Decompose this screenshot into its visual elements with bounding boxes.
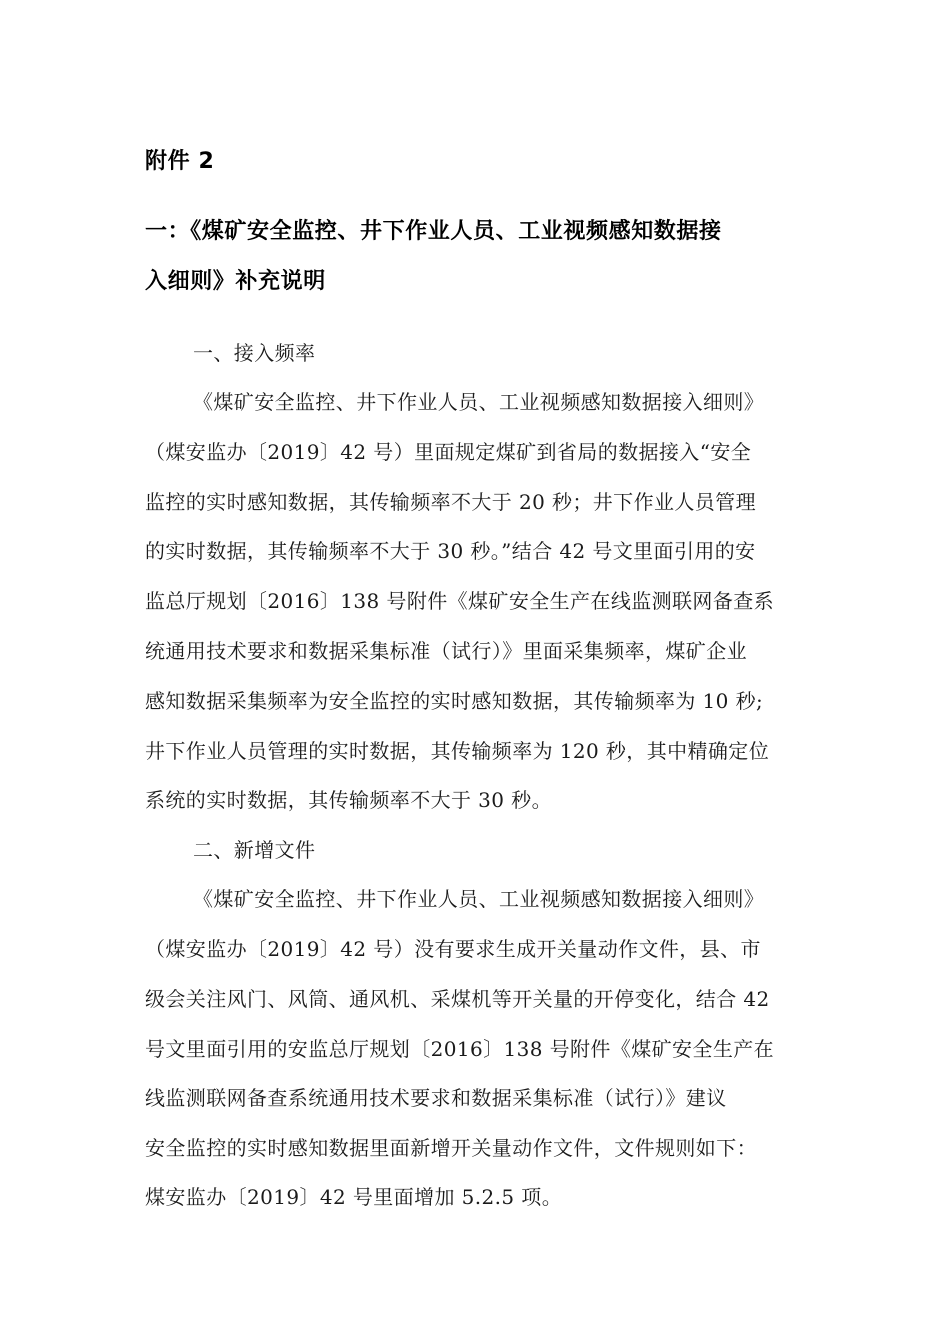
section-1-heading: 一、接入频率 bbox=[193, 341, 316, 365]
section-1-paragraph-line: （煤安监办〔2019〕42 号）里面规定煤矿到省局的数据接入“安全 bbox=[145, 440, 752, 464]
section-2-paragraph-line: 号文里面引用的安监总厅规划〔2016〕138 号附件《煤矿安全生产在 bbox=[145, 1037, 775, 1061]
section-1-paragraph-line: 井下作业人员管理的实时数据，其传输频率为 120 秒，其中精确定位 bbox=[145, 739, 770, 763]
section-2-paragraph-line: 级会关注风门、风筒、通风机、采煤机等开关量的开停变化，结合 42 bbox=[145, 987, 770, 1011]
section-2-paragraph-line: 煤安监办〔2019〕42 号里面增加 5.2.5 项。 bbox=[145, 1185, 563, 1209]
main-heading-line-2: 入细则》补充说明 bbox=[145, 269, 326, 294]
section-1-paragraph-line: 监总厅规划〔2016〕138 号附件《煤矿安全生产在线监测联网备查系 bbox=[145, 589, 775, 613]
section-2-paragraph-line: 线监测联网备查系统通用技术要求和数据采集标准（试行）》建议 bbox=[145, 1086, 727, 1110]
section-1-paragraph-line: 的实时数据，其传输频率不大于 30 秒。”结合 42 号文里面引用的安 bbox=[145, 539, 756, 563]
section-1-paragraph-line: 统通用技术要求和数据采集标准（试行）》里面采集频率，煤矿企业 bbox=[145, 639, 747, 663]
section-2-paragraph-line: 《煤矿安全监控、井下作业人员、工业视频感知数据接入细则》 bbox=[193, 887, 765, 911]
section-1-paragraph-line: 感知数据采集频率为安全监控的实时感知数据，其传输频率为 10 秒; bbox=[145, 689, 764, 713]
section-1-paragraph-line: 《煤矿安全监控、井下作业人员、工业视频感知数据接入细则》 bbox=[193, 390, 765, 414]
section-2-heading: 二、新增文件 bbox=[193, 838, 316, 862]
section-1-paragraph-line: 监控的实时感知数据，其传输频率不大于 20 秒；井下作业人员管理 bbox=[145, 490, 756, 514]
section-2-paragraph-line: 安全监控的实时感知数据里面新增开关量动作文件，文件规则如下： bbox=[145, 1136, 757, 1160]
section-2-paragraph-line: （煤安监办〔2019〕42 号）没有要求生成开关量动作文件，县、市 bbox=[145, 937, 761, 961]
section-1-paragraph-line: 系统的实时数据，其传输频率不大于 30 秒。 bbox=[145, 788, 552, 812]
main-heading-line-1: 一：《煤矿安全监控、井下作业人员、工业视频感知数据接 bbox=[145, 219, 722, 244]
attachment-label: 附件 2 bbox=[145, 149, 215, 174]
